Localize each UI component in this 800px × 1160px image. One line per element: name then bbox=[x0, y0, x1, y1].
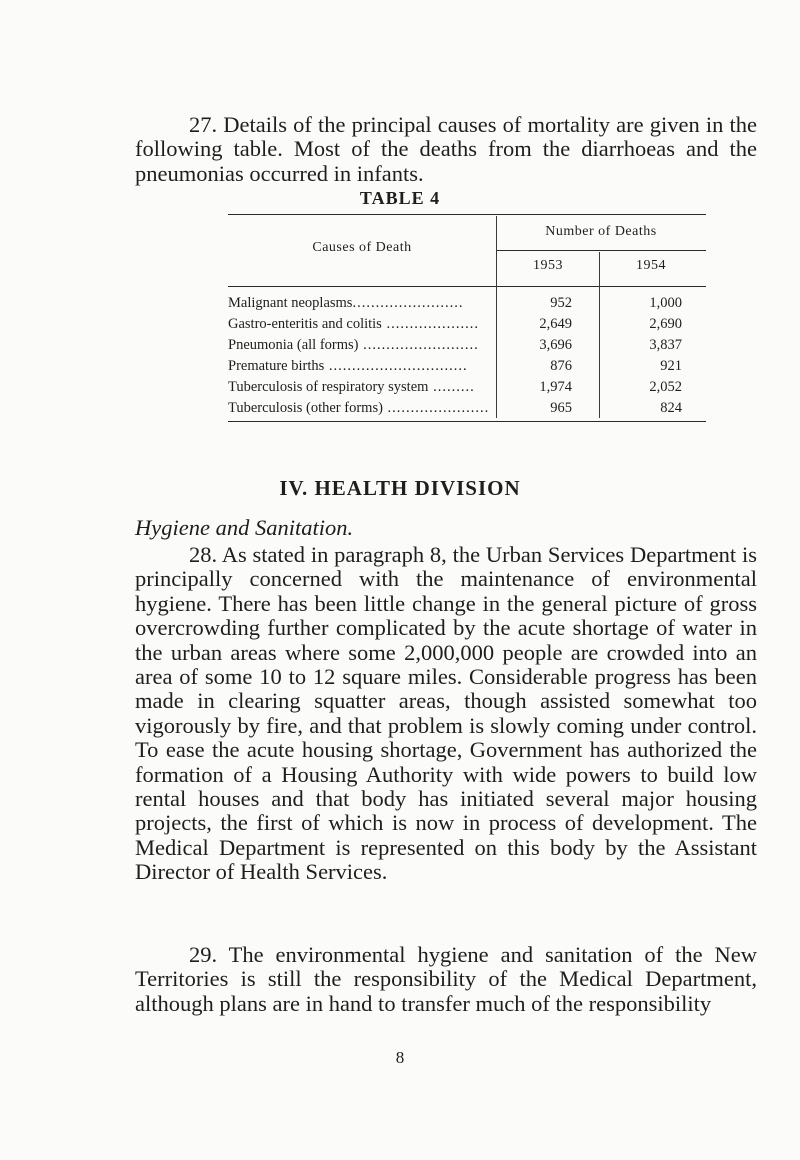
table-cell-1954: 921 bbox=[660, 358, 682, 374]
header-group-rule bbox=[496, 250, 706, 251]
table-cell-1954: 1,000 bbox=[649, 295, 682, 311]
table-cell-1954: 2,690 bbox=[649, 316, 682, 332]
header-year-1954: 1954 bbox=[636, 258, 666, 273]
paragraph-27: 27. Details of the principal causes of mortality are given in the following table. Most of the deaths from the diarrhoeas and the pneumonias occurred in infants. bbox=[135, 112, 757, 186]
table-row-cause: Pneumonia (all forms) ......................... bbox=[228, 337, 479, 353]
table-cell-1953: 876 bbox=[550, 358, 572, 374]
mortality-table bbox=[0, 0, 800, 420]
table-row-cause: Tuberculosis of respiratory system ......... bbox=[228, 379, 475, 395]
header-bottom-rule bbox=[228, 286, 706, 287]
header-causes: Causes of Death bbox=[312, 240, 412, 255]
table-bottom-rule bbox=[228, 421, 706, 422]
table-cell-1954: 824 bbox=[660, 400, 682, 416]
table-top-rule bbox=[228, 214, 706, 215]
paragraph-29: 29. The environmental hygiene and sanitation of the New Territories is still the responsibility of the Medical Department, although plans are in hand to transfer much of the responsibility bbox=[135, 942, 757, 1016]
column-divider-1 bbox=[496, 216, 497, 418]
table-cell-1953: 952 bbox=[550, 295, 572, 311]
section-subheading: Hygiene and Sanitation. bbox=[135, 515, 354, 540]
table-cell-1954: 2,052 bbox=[649, 379, 682, 395]
table-cell-1953: 1,974 bbox=[539, 379, 572, 395]
table-cell-1953: 3,696 bbox=[539, 337, 572, 353]
table-cell-1954: 3,837 bbox=[649, 337, 682, 353]
table-cell-1953: 965 bbox=[550, 400, 572, 416]
table-row-cause: Tuberculosis (other forms) ...................... bbox=[228, 400, 490, 416]
table-caption: TABLE 4 bbox=[359, 188, 441, 208]
table-cell-1953: 2,649 bbox=[539, 316, 572, 332]
header-number-of-deaths: Number of Deaths bbox=[545, 224, 657, 239]
table-row-cause: Premature births .............................. bbox=[228, 358, 468, 374]
page-number: 8 bbox=[395, 1048, 405, 1067]
column-divider-2 bbox=[599, 252, 600, 418]
header-year-1953: 1953 bbox=[533, 258, 563, 273]
paragraph-28: 28. As stated in paragraph 8, the Urban Services Department is principally concerned with the maintenance of environmental hygiene. There has been little change in the general picture of gross overcrowding further complicated by the acute shortage of water in the urban areas where some 2,000,000 people are crowded into an area of some 10 to 12 square miles. Considerable progress has been made in clearing squatter areas, though assisted somewhat too vigorously by fire, and that problem is slowly coming under control. To ease the acute housing shortage, Government has authorized the formation of a Housing Authority with wide powers to build low rental houses and that body has initiated several major housing projects, the first of which is now in process of development. The Medical Department is represented on this body by the Assistant Director of Health Services. bbox=[135, 542, 757, 885]
section-title: IV. HEALTH DIVISION bbox=[279, 476, 521, 500]
table-row-cause: Gastro-enteritis and colitis .................... bbox=[228, 316, 479, 332]
table-row-cause: Malignant neoplasms........................ bbox=[228, 295, 464, 311]
